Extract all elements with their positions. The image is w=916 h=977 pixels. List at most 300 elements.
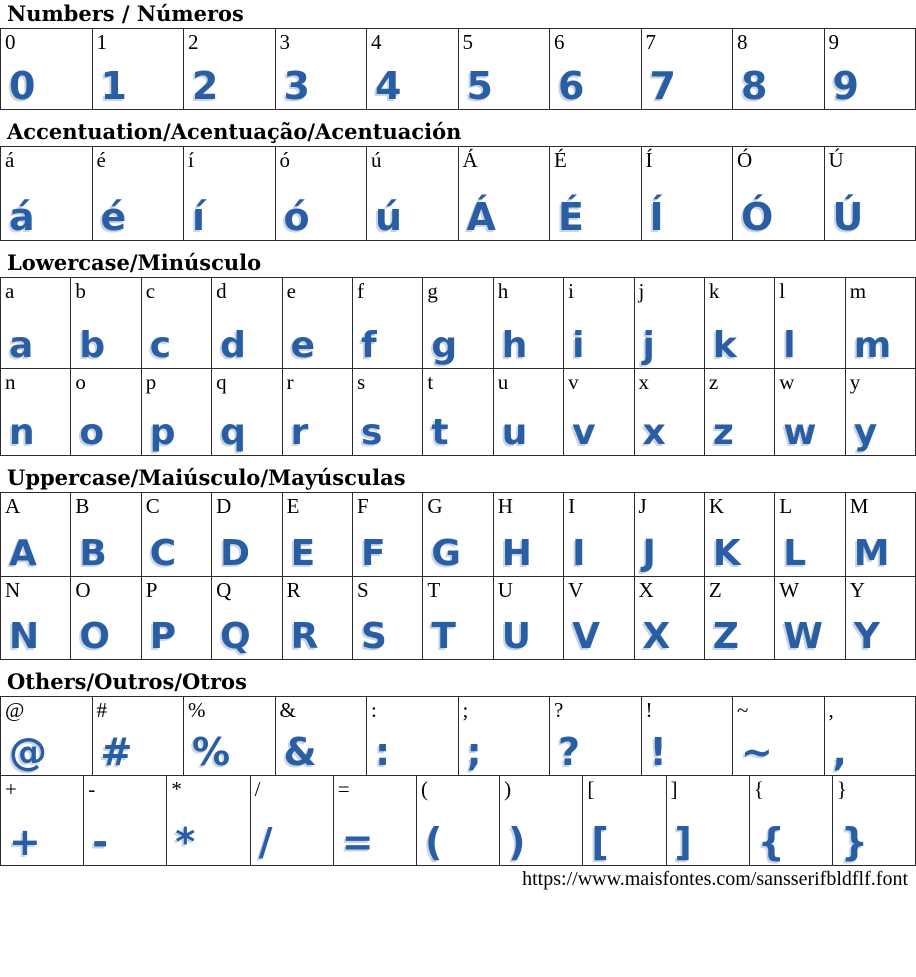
glyph-sample-serif: J [635,493,647,517]
glyph-cell [832,775,916,866]
glyph-sample-serif: ( [417,776,428,800]
glyph-sample-serif: É [550,147,567,171]
glyph-cell [70,576,141,660]
glyph-cell [493,492,564,577]
glyph-sample-font: W [775,619,823,659]
glyph-sample-font: ( [417,823,442,865]
glyph-row [0,277,916,369]
glyph-sample-font: ? [550,733,580,775]
glyph-cell [634,368,705,456]
glyph-cell [563,368,634,456]
glyph-row [0,368,916,456]
glyph-sample-font: y [846,415,877,455]
glyph-sample-font: ; [459,733,482,775]
glyph-sample-font: C [142,536,176,576]
glyph-sample-serif: 1 [93,29,108,53]
section-title-others: Others/Outros/Otros [7,670,916,693]
glyph-cell [211,492,282,577]
glyph-cell [704,576,775,660]
glyph-sample-font: h [494,328,528,368]
glyph-cell [416,775,500,866]
glyph-cell [563,492,634,577]
glyph-sample-serif: % [184,697,206,721]
glyph-sample-font: x [635,415,666,455]
glyph-sample-serif: @ [1,697,24,721]
glyph-cell [493,576,564,660]
glyph-sample-serif: E [283,493,300,517]
glyph-cell [549,146,642,241]
glyph-cell [0,28,93,110]
glyph-sample-font: z [705,415,734,455]
glyph-cell [824,28,916,110]
glyph-table-accentuation [0,146,916,241]
glyph-sample-serif: ú [367,147,382,171]
glyph-sample-font: - [84,823,108,865]
glyph-cell [282,576,353,660]
glyph-sample-font: A [1,536,37,576]
font-specimen-page [0,2,916,891]
glyph-sample-serif: z [705,369,718,393]
glyph-sample-serif: M [846,493,869,517]
glyph-sample-font: ) [500,823,525,865]
glyph-sample-serif: p [142,369,157,393]
glyph-sample-font: u [494,415,528,455]
glyph-sample-serif: c [142,278,155,302]
glyph-sample-font: Á [459,198,496,240]
glyph-cell [333,775,417,866]
glyph-sample-serif: S [353,577,369,601]
glyph-sample-font: F [353,536,386,576]
glyph-sample-serif: ó [276,147,291,171]
glyph-sample-font: L [775,536,806,576]
glyph-cell [422,368,493,456]
glyph-cell [282,368,353,456]
glyph-sample-serif: r [283,369,294,393]
glyph-sample-font: O [71,619,110,659]
glyph-cell [0,696,93,776]
glyph-sample-font: k [705,328,737,368]
glyph-sample-font: i [564,328,584,368]
glyph-cell [563,277,634,369]
glyph-sample-serif: ~ [733,697,748,721]
glyph-cell [774,576,845,660]
glyph-cell [458,28,551,110]
glyph-sample-serif: f [353,278,364,302]
glyph-sample-font: q [212,415,246,455]
glyph-sample-serif: d [212,278,227,302]
glyph-sample-serif: 2 [184,29,199,53]
glyph-sample-serif: ! [642,697,653,721]
glyph-sample-font: = [334,823,374,865]
glyph-sample-serif: n [1,369,16,393]
glyph-sample-serif: : [367,697,377,721]
glyph-sample-serif: U [494,577,513,601]
glyph-cell [352,492,423,577]
glyph-sample-serif: x [635,369,650,393]
glyph-sample-font: v [564,415,595,455]
glyph-cell [275,146,368,241]
glyph-sample-serif: t [423,369,433,393]
glyph-cell [282,277,353,369]
glyph-cell [493,368,564,456]
glyph-sample-font: H [494,536,532,576]
glyph-sample-font: m [846,328,892,368]
glyph-sample-font: & [276,733,317,775]
glyph-sample-serif: Q [212,577,231,601]
glyph-sample-font: } [833,823,868,865]
glyph-sample-font: Y [846,619,880,659]
glyph-sample-font: j [635,328,655,368]
glyph-row [0,492,916,577]
glyph-sample-font: V [564,619,600,659]
glyph-cell [704,368,775,456]
glyph-cell [141,277,212,369]
glyph-cell [845,277,916,369]
section-title-accentuation: Accentuation/Acentuação/Acentuación [7,120,916,143]
glyph-cell [70,368,141,456]
glyph-cell [493,277,564,369]
glyph-cell [732,28,825,110]
glyph-cell [824,146,916,241]
glyph-sample-font: 1 [93,67,127,109]
glyph-sample-serif: Ó [733,147,752,171]
glyph-cell [211,576,282,660]
glyph-sample-serif: b [71,278,86,302]
glyph-cell [704,277,775,369]
glyph-cell [422,277,493,369]
glyph-cell [634,492,705,577]
glyph-cell [183,28,276,110]
glyph-cell [366,696,459,776]
glyph-sample-font: Ú [825,198,864,240]
glyph-sample-serif: ) [500,776,511,800]
glyph-sample-serif: l [775,278,785,302]
glyph-sample-font: w [775,415,816,455]
glyph-cell [166,775,250,866]
glyph-sample-serif: e [283,278,296,302]
glyph-sample-serif: i [564,278,574,302]
glyph-sample-serif: Z [705,577,722,601]
glyph-cell [211,277,282,369]
glyph-cell [0,775,84,866]
glyph-cell [183,146,276,241]
glyph-cell [141,492,212,577]
glyph-cell [352,368,423,456]
glyph-table-others [0,696,916,866]
glyph-cell [92,28,185,110]
glyph-table-lowercase [0,277,916,456]
glyph-cell [549,696,642,776]
glyph-sample-font: + [1,823,41,865]
glyph-sample-serif: D [212,493,231,517]
glyph-sample-serif: + [1,776,17,800]
glyph-sample-font: X [635,619,671,659]
glyph-row [0,576,916,660]
glyph-cell [563,576,634,660]
glyph-sample-serif: = [334,776,350,800]
glyph-cell [499,775,583,866]
glyph-sample-font: 9 [825,67,859,109]
glyph-sample-font: ú [367,198,402,240]
glyph-sample-serif: Y [846,577,865,601]
glyph-sample-serif: & [276,697,296,721]
glyph-sample-serif: u [494,369,509,393]
glyph-sample-serif: j [635,278,645,302]
glyph-sample-font: f [353,328,377,368]
glyph-sample-serif: O [71,577,90,601]
glyph-sample-serif: R [283,577,301,601]
glyph-sample-font: B [71,536,106,576]
glyph-sample-serif: g [423,278,438,302]
glyph-sample-font: n [1,415,35,455]
glyph-cell [732,696,825,776]
glyph-cell [0,368,71,456]
glyph-sample-font: U [494,619,531,659]
glyph-sample-font: É [550,198,584,240]
glyph-table-uppercase [0,492,916,660]
glyph-sample-serif: X [635,577,654,601]
glyph-sample-font: E [283,536,316,576]
glyph-sample-font: p [142,415,176,455]
glyph-sample-font: 4 [367,67,401,109]
glyph-sample-serif: a [1,278,14,302]
glyph-sample-serif: H [494,493,513,517]
glyph-sample-font: l [775,328,795,368]
glyph-sample-font: 7 [642,67,676,109]
glyph-row [0,696,916,776]
glyph-sample-serif: F [353,493,369,517]
glyph-sample-serif: 6 [550,29,565,53]
glyph-sample-serif: G [423,493,442,517]
glyph-sample-font: ! [642,733,667,775]
glyph-sample-serif: k [705,278,720,302]
glyph-sample-serif: Í [642,147,653,171]
glyph-sample-font: D [212,536,250,576]
glyph-sections [0,2,916,866]
glyph-sample-font: T [423,619,456,659]
glyph-cell [70,492,141,577]
glyph-row [0,28,916,110]
glyph-sample-font: Q [212,619,251,659]
glyph-sample-serif: Ú [825,147,844,171]
glyph-sample-font: c [142,328,171,368]
glyph-cell [250,775,334,866]
glyph-sample-serif: L [775,493,792,517]
glyph-cell [70,277,141,369]
glyph-row [0,775,916,866]
glyph-cell [352,576,423,660]
glyph-cell [275,696,368,776]
glyph-sample-font: o [71,415,104,455]
glyph-cell [92,696,185,776]
glyph-sample-serif: W [775,577,799,601]
glyph-sample-font: M [846,536,890,576]
glyph-sample-font: J [635,536,656,576]
glyph-sample-serif: í [184,147,194,171]
glyph-sample-serif: - [84,776,95,800]
glyph-sample-font: 3 [276,67,310,109]
glyph-sample-font: é [93,198,127,240]
glyph-sample-font: R [283,619,319,659]
glyph-sample-serif: Á [459,147,478,171]
glyph-sample-font: / [251,823,273,865]
glyph-sample-serif: A [1,493,20,517]
glyph-sample-font: ~ [733,733,773,775]
glyph-cell [422,492,493,577]
glyph-cell [141,576,212,660]
glyph-sample-font: 6 [550,67,584,109]
glyph-sample-font: t [423,415,448,455]
glyph-sample-serif: y [846,369,861,393]
glyph-sample-font: a [1,328,33,368]
glyph-sample-serif: v [564,369,579,393]
glyph-cell [704,492,775,577]
glyph-cell [749,775,833,866]
glyph-cell [211,368,282,456]
glyph-sample-serif: [ [583,776,594,800]
section-title-lowercase: Lowercase/Minúsculo [7,251,916,274]
glyph-sample-serif: m [846,278,866,302]
glyph-table-numbers [0,28,916,110]
glyph-sample-font: e [283,328,315,368]
glyph-sample-serif: { [750,776,764,800]
glyph-sample-serif: o [71,369,86,393]
glyph-cell [0,492,71,577]
glyph-sample-font: 8 [733,67,767,109]
glyph-sample-serif: 3 [276,29,291,53]
glyph-cell [83,775,167,866]
glyph-sample-font: Z [705,619,739,659]
glyph-sample-font: d [212,328,246,368]
glyph-sample-font: Í [642,198,664,240]
glyph-sample-serif: 8 [733,29,748,53]
glyph-sample-font: : [367,733,390,775]
glyph-sample-serif: ] [667,776,678,800]
glyph-cell [275,28,368,110]
glyph-cell [0,576,71,660]
glyph-cell [774,492,845,577]
glyph-sample-serif: 4 [367,29,382,53]
glyph-sample-serif: s [353,369,365,393]
glyph-sample-serif: * [167,776,182,800]
glyph-sample-serif: V [564,577,583,601]
glyph-cell [366,146,459,241]
glyph-sample-serif: ? [550,697,563,721]
glyph-cell [845,492,916,577]
glyph-sample-font: # [93,733,133,775]
glyph-sample-serif: T [423,577,440,601]
glyph-cell [845,368,916,456]
glyph-cell [582,775,666,866]
glyph-sample-font: P [142,619,176,659]
glyph-sample-font: I [564,536,585,576]
glyph-sample-serif: , [825,697,834,721]
glyph-sample-font: K [705,536,741,576]
glyph-sample-font: g [423,328,457,368]
glyph-cell [549,28,642,110]
glyph-sample-serif: I [564,493,575,517]
glyph-sample-font: í [184,198,205,240]
glyph-row [0,146,916,241]
glyph-sample-font: á [1,198,35,240]
glyph-sample-serif: h [494,278,509,302]
glyph-sample-font: b [71,328,105,368]
glyph-cell [282,492,353,577]
glyph-cell [641,28,734,110]
glyph-sample-serif: # [93,697,108,721]
glyph-cell [634,576,705,660]
glyph-cell [0,277,71,369]
glyph-sample-font: ] [667,823,692,865]
glyph-sample-font: ó [276,198,310,240]
glyph-cell [732,146,825,241]
glyph-cell [0,146,93,241]
glyph-cell [422,576,493,660]
section-title-numbers: Numbers / Números [7,2,916,25]
glyph-sample-serif: } [833,776,847,800]
glyph-cell [641,146,734,241]
footer-url: https://www.maisfontes.com/sansserifbldflf.font [0,866,916,891]
glyph-sample-serif: N [1,577,20,601]
glyph-sample-font: N [1,619,39,659]
glyph-sample-serif: C [142,493,160,517]
glyph-sample-serif: w [775,369,794,393]
glyph-cell [666,775,750,866]
glyph-sample-serif: ; [459,697,469,721]
glyph-cell [774,277,845,369]
glyph-cell [183,696,276,776]
glyph-cell [824,696,916,776]
glyph-sample-font: 0 [1,67,35,109]
glyph-sample-font: s [353,415,382,455]
glyph-sample-font: G [423,536,461,576]
glyph-sample-font: % [184,733,230,775]
glyph-cell [641,696,734,776]
glyph-cell [845,576,916,660]
glyph-sample-serif: B [71,493,89,517]
glyph-sample-serif: / [251,776,261,800]
glyph-sample-font: r [283,415,309,455]
glyph-sample-serif: 7 [642,29,657,53]
glyph-sample-font: [ [583,823,608,865]
glyph-sample-font: Ó [733,198,773,240]
glyph-sample-serif: q [212,369,227,393]
glyph-cell [366,28,459,110]
glyph-cell [774,368,845,456]
glyph-cell [352,277,423,369]
section-title-uppercase: Uppercase/Maiúsculo/Mayúsculas [7,466,916,489]
glyph-sample-font: * [167,823,195,865]
glyph-cell [634,277,705,369]
glyph-sample-font: , [825,733,847,775]
glyph-sample-serif: P [142,577,158,601]
glyph-sample-font: { [750,823,785,865]
glyph-sample-font: @ [1,733,47,775]
glyph-sample-serif: é [93,147,106,171]
glyph-sample-serif: 5 [459,29,474,53]
glyph-sample-font: 5 [459,67,493,109]
glyph-sample-font: S [353,619,387,659]
glyph-cell [141,368,212,456]
glyph-sample-serif: 9 [825,29,840,53]
glyph-sample-serif: á [1,147,14,171]
glyph-cell [92,146,185,241]
glyph-sample-serif: 0 [1,29,16,53]
glyph-cell [458,696,551,776]
glyph-cell [458,146,551,241]
glyph-sample-serif: K [705,493,724,517]
glyph-sample-font: 2 [184,67,218,109]
